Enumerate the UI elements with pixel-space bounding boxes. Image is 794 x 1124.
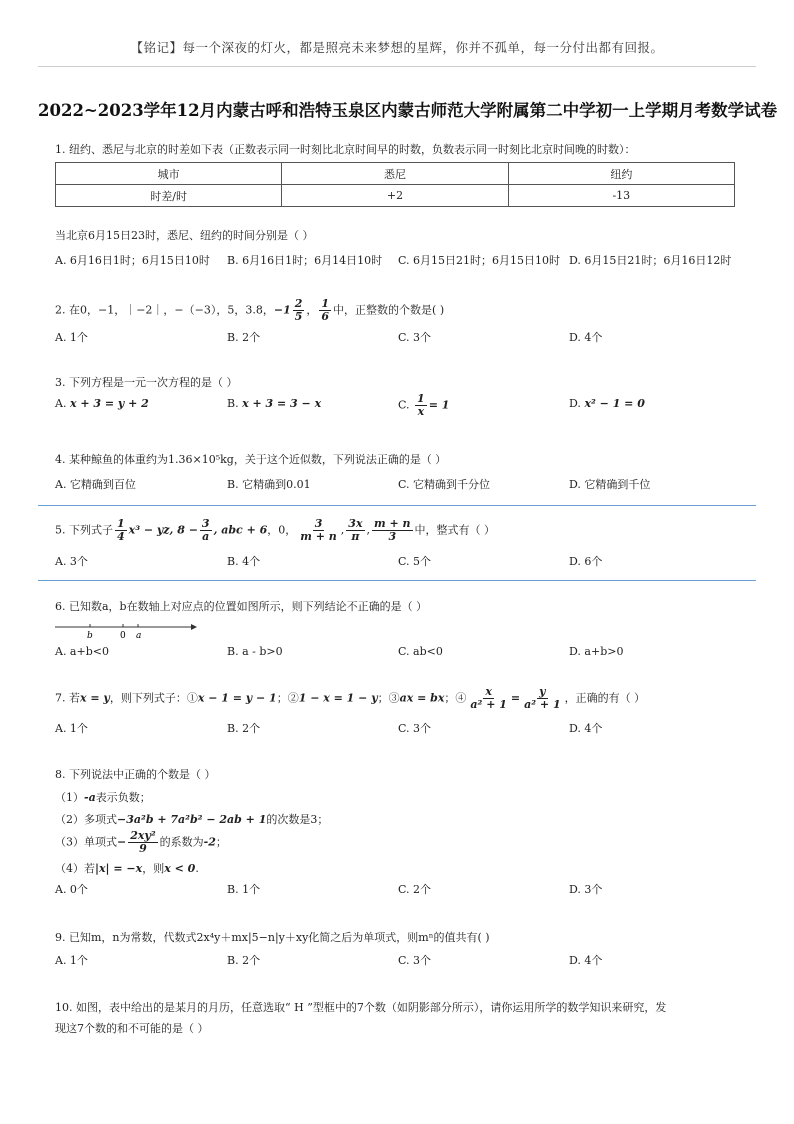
statement-label: （4）若 (55, 862, 95, 875)
fraction-numerator: 1 (321, 297, 330, 310)
expression: |x| = −x (95, 862, 143, 875)
option-d[interactable]: D. a+b>0 (569, 645, 624, 658)
expression: x = y (80, 691, 110, 705)
option-d[interactable]: D. 3个 (569, 883, 603, 896)
option-a[interactable]: A. 1个 (55, 722, 88, 735)
option-a[interactable]: A. 它精确到百位 (55, 478, 136, 491)
statement-3 (55, 830, 227, 855)
table-cell: +2 (282, 185, 508, 207)
question-8-stem: 8. 下列说法中正确的个数是（ ） (55, 768, 216, 781)
option-d[interactable] (569, 397, 645, 410)
fraction-denominator: 5 (294, 310, 303, 324)
expression: 1 − x = 1 − y (298, 691, 378, 705)
question-5-text: 5. 下列式子 (55, 523, 113, 537)
equation: = 1 (428, 398, 450, 412)
fraction-numerator: m + n (374, 517, 411, 530)
section-divider (38, 580, 756, 581)
minus-sign: − (117, 835, 127, 849)
page-title: 2022~2023学年12月内蒙古呼和浩特玉泉区内蒙古师范大学附属第二中学初一上学期月考数学试卷 (38, 101, 778, 120)
fraction-denominator: x (417, 405, 425, 419)
expression: −3a²b + 7a²b² − 2ab + 1 (117, 813, 267, 826)
fraction-numerator: 2xy² (130, 829, 156, 842)
question-1 (55, 143, 745, 156)
fraction-numerator: 3 (201, 517, 210, 530)
arrow-head-icon (191, 624, 197, 630)
question-4-stem: 4. 某种鲸鱼的体重约为1.36×10⁵kg，关于这个近似数，下列说法正确的是（ ） (55, 453, 447, 466)
statement-label: （2）多项式 (55, 813, 117, 826)
question-5-text-end: 中，整式有（ ） (414, 523, 496, 537)
question-1-stem: 1. 纽约、悉尼与北京的时差如下表（正数表示同一时刻比北京时间早的时数，负数表示同一时刻比北京时间晚的时数）： (55, 143, 636, 156)
fraction (522, 686, 562, 711)
equation: x + 3 = 3 − x (242, 397, 322, 410)
expression: , abc + 6 (213, 523, 268, 537)
option-c[interactable]: C. 5个 (398, 555, 432, 568)
axis-label-0: 0 (120, 631, 126, 641)
option-b[interactable]: B. 2个 (227, 331, 261, 344)
option-b[interactable] (227, 397, 321, 410)
question-10-line-1: 10. 如图，表中给出的是某月的月历，任意选取“ H ”型框中的7个数（如阴影部分所示），请你运用所学的数学知识来研究，发 (55, 1001, 667, 1014)
fraction (200, 518, 212, 543)
option-d[interactable]: D. 它精确到千位 (569, 478, 651, 491)
option-b[interactable]: B. a - b>0 (227, 645, 283, 658)
fraction-numerator: y (539, 685, 546, 698)
fraction-numerator: x (485, 685, 492, 698)
header-divider (38, 66, 756, 67)
fraction (372, 518, 413, 543)
option-c[interactable] (398, 393, 449, 418)
separator-text: ；④ (444, 691, 467, 705)
axis-label-b: b (87, 631, 93, 641)
table-cell: -13 (508, 185, 734, 207)
fraction-denominator: 3 (388, 530, 397, 544)
fraction-denominator: π (351, 530, 360, 544)
option-c[interactable]: C. 3个 (398, 331, 432, 344)
option-c[interactable]: C. ab<0 (398, 645, 443, 658)
expression: x < 0 (164, 862, 196, 875)
statement-text: 的次数是3； (266, 813, 329, 826)
fraction-numerator: 1 (417, 392, 425, 405)
equals-sign: = (510, 691, 521, 705)
expression: -a (84, 791, 96, 804)
question-2-text: 2. 在0，−1，｜−2｜，−（−3），5，3.8， (55, 303, 274, 317)
fraction-denominator: 9 (139, 842, 147, 856)
statement-text: . (195, 862, 199, 875)
option-b[interactable]: B. 它精确到0.01 (227, 478, 311, 491)
option-label: D. (569, 397, 581, 410)
statement-label: （3）单项式 (55, 835, 117, 849)
fraction-numerator: 1 (117, 517, 125, 530)
statement-text: ，则 (142, 862, 165, 875)
question-7-text: ，则下列式子：① (109, 691, 198, 705)
statement-4 (55, 860, 199, 876)
table-cell: 时差/时 (56, 185, 282, 207)
question-7-text: 7. 若 (55, 691, 80, 705)
statement-2 (55, 811, 328, 827)
fraction-denominator: a (202, 530, 210, 544)
option-c[interactable]: C. 2个 (398, 883, 432, 896)
question-2-stem: 2. 在0，−1，｜−2｜，−（−3），5，3.8，−1 $\frac{2}{5}$ ， $\frac{1}{6}$ 中，正整数的个数是( ) (55, 297, 445, 324)
option-b[interactable]: B. 2个 (227, 954, 261, 967)
option-b[interactable]: B. 1个 (227, 883, 261, 896)
separator-text: ；② (276, 691, 299, 705)
option-label: A. (55, 397, 67, 410)
expression: ax = bx (399, 691, 445, 705)
equation: x² − 1 = 0 (584, 397, 645, 410)
fraction-denominator: a² + 1 (470, 698, 507, 712)
fraction (468, 686, 508, 711)
option-d[interactable]: D. 4个 (569, 331, 603, 344)
statement-text: 表示负数； (95, 791, 151, 804)
separator-text: ；③ (377, 691, 400, 705)
option-a[interactable]: A. 6月16日1时；6月15日10时 (55, 254, 210, 267)
option-a[interactable]: A. 3个 (55, 555, 88, 568)
option-d[interactable]: D. 6个 (569, 555, 603, 568)
fraction-numerator: 3 (314, 517, 323, 530)
motto-text: 【铭记】每一个深夜的灯火，都是照亮未来梦想的星辉，你并不孤单，每一分付出都有回报。 (130, 40, 664, 55)
option-label: B. (227, 397, 239, 410)
option-a[interactable]: A. 1个 (55, 331, 88, 344)
expression: -2 (203, 835, 216, 849)
option-d[interactable]: D. 4个 (569, 954, 603, 967)
question-10-line-2: 现这7个数的和不可能的是（ ） (55, 1022, 209, 1035)
number-line-figure (55, 620, 205, 642)
question-1-prompt: 当北京6月15日23时，悉尼、纽约的时间分别是（ ） (55, 229, 314, 242)
time-difference-table (55, 162, 735, 207)
table-header-cell: 悉尼 (282, 163, 508, 185)
question-2-text-end: 中，正整数的个数是( ) (333, 303, 445, 317)
option-label: C. (398, 398, 410, 412)
equation: x + 3 = y + 2 (69, 397, 149, 410)
question-9-stem: 9. 已知m，n为常数，代数式2x⁴y＋mx|5−n|y＋xy化简之后为单项式，则mⁿ的值共有( ) (55, 931, 490, 944)
table-header-cell: 城市 (56, 163, 282, 185)
question-5-stem: 5. 下列式子 $\frac{1}{4}$ x³ − yz, 8 − $\frac{3}{a}$ , abc + 6，0， $\frac{3}{m + n}$ , $\frac{3x}{\pi}$ , $\frac{m + n}{3}$ 中，整式有（ ） (55, 517, 496, 544)
expression: x³ − yz, 8 − (128, 523, 198, 537)
fraction (298, 518, 339, 543)
fraction-denominator: 4 (117, 530, 125, 544)
fraction (415, 393, 427, 418)
option-a[interactable]: A. a+b<0 (55, 645, 109, 658)
question-6-stem: 6. 已知数a，b在数轴上对应点的位置如图所示，则下列结论不正确的是（ ） (55, 600, 428, 613)
fraction-denominator: a² + 1 (524, 698, 561, 712)
statement-text: 的系数为 (159, 835, 204, 849)
fraction-denominator: 6 (321, 310, 330, 324)
expression: x − 1 = y − 1 (197, 691, 277, 705)
option-d[interactable]: D. 6月15日21时；6月16日12时 (569, 254, 732, 267)
statement-1 (55, 789, 151, 805)
option-c[interactable]: C. 它精确到千分位 (398, 478, 491, 491)
option-c[interactable]: C. 3个 (398, 954, 432, 967)
option-c[interactable]: C. 3个 (398, 722, 432, 735)
fraction (128, 830, 157, 855)
fraction-numerator: 3x (348, 517, 363, 530)
table-header-row (56, 163, 735, 185)
fraction (115, 518, 127, 543)
fraction (346, 518, 364, 543)
question-7-stem (55, 686, 745, 711)
mixed-number-whole: −1 (273, 303, 291, 317)
section-divider (38, 505, 756, 506)
statement-label: （1） (55, 791, 84, 804)
table-row (56, 185, 735, 207)
table-header-cell: 纽约 (508, 163, 734, 185)
question-3-stem: 3. 下列方程是一元一次方程的是（ ） (55, 376, 238, 389)
option-d[interactable]: D. 4个 (569, 722, 603, 735)
axis-label-a: a (136, 631, 142, 641)
option-a[interactable] (55, 397, 149, 410)
separator-text: ，0， (267, 523, 297, 537)
fraction-numerator: 2 (294, 297, 303, 310)
fraction-denominator: m + n (300, 530, 337, 544)
option-b[interactable]: B. 2个 (227, 722, 261, 735)
statement-text: ； (215, 835, 227, 849)
fraction (319, 298, 331, 323)
option-a[interactable]: A. 1个 (55, 954, 88, 967)
mixed-number-fraction (293, 298, 305, 323)
option-c[interactable]: C. 6月15日21时；6月15日10时 (398, 254, 561, 267)
option-b[interactable]: B. 6月16日1时；6月14日10时 (227, 254, 383, 267)
option-a[interactable]: A. 0个 (55, 883, 88, 896)
question-7-text-end: ，正确的有（ ） (564, 691, 646, 705)
option-b[interactable]: B. 4个 (227, 555, 261, 568)
